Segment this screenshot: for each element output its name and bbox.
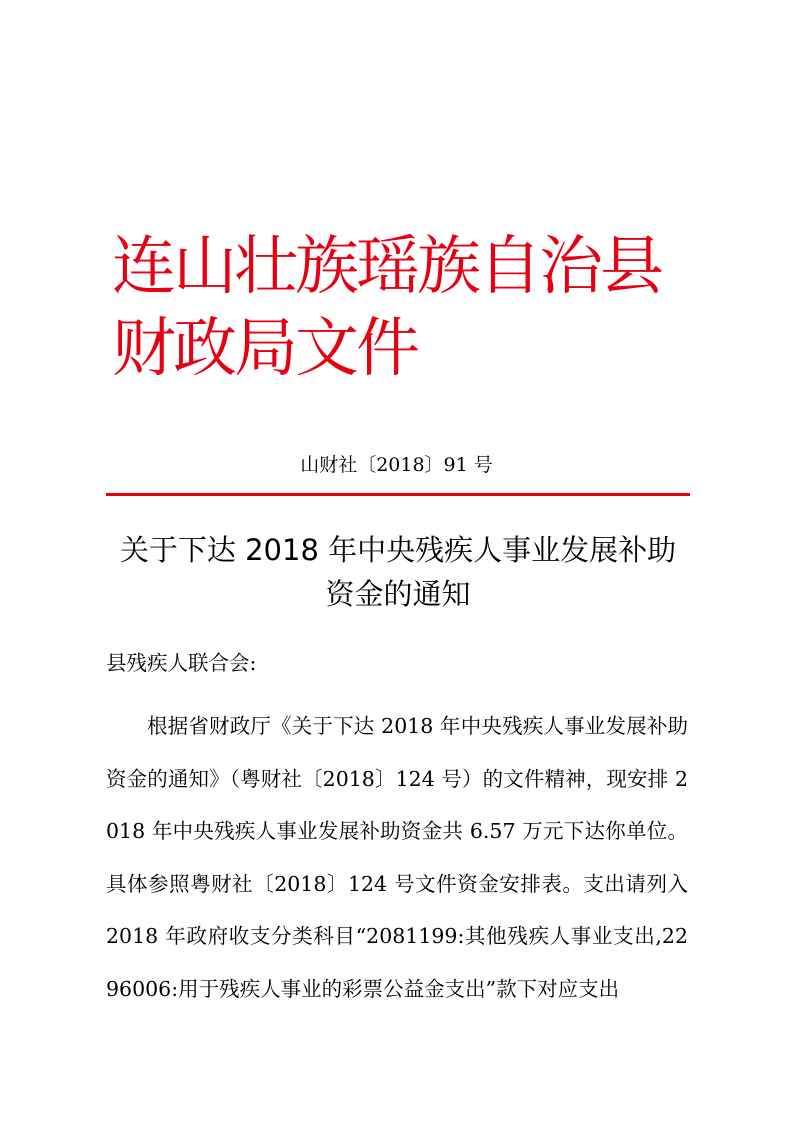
- body-paragraph: 根据省财政厅《关于下达 2018 年中央残疾人事业发展补助资金的通知》（粤财社〔2018〕124 号）的文件精神，现安排 2018 年中央残疾人事业发展补助资金共 6.57 万元下达你单位。具体参照粤财社〔2018〕124 号文件资金安排表。支出请列入 2018 年政府收支分类科目“2081199:其他残疾人事业支出,2296006:用于残疾人事业的彩票公益金支出”款下对应支出: [106, 714, 688, 1001]
- title-line-1: 关于下达 2018 年中央残疾人事业发展补助: [119, 533, 677, 567]
- salutation: 县残疾人联合会:: [106, 651, 257, 675]
- title-line-2: 资金的通知: [325, 577, 471, 611]
- red-divider-line: [106, 493, 690, 496]
- issuing-org-header: 连山壮族瑶族自治县财政局文件: [112, 230, 661, 386]
- document-title: [100, 528, 696, 616]
- document-number: 山财社〔2018〕91 号: [300, 454, 493, 476]
